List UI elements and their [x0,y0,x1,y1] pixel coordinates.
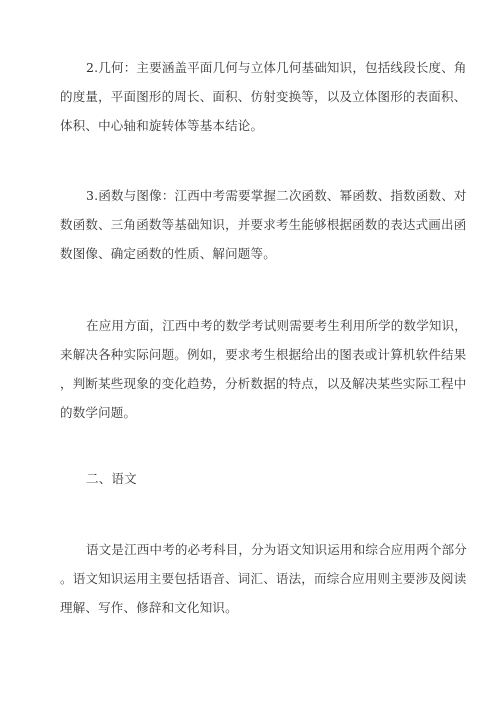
paragraph-application [60,311,468,427]
text-line: 体积、中心轴和旋转体等基本结论。 [60,118,264,133]
paragraph-chinese-subject [60,535,468,622]
text-line: 的数学问题。 [60,405,137,420]
section-heading-chinese [60,464,440,493]
text-line: 数图像、确定函数的性质、解问题等。 [60,246,276,261]
text-line: 来解决各种实际问题。例如，要求考生根据给出的图表或计算机软件结果 [60,347,467,362]
text-line: 数函数、三角函数等基础知识，并要求考生能够根据函数的表达式画出函 [60,217,467,232]
text-line: 理解、写作、修辞和文化知识。 [60,600,238,615]
text-line: ，判断某些现象的变化趋势，分析数据的特点，以及解决某些实际工程中 [60,376,467,391]
text-line: 2.几何：主要涵盖平面几何与立体几何基础知识，包括线段长度、角 [86,60,467,75]
paragraph-functions [60,181,467,268]
heading-text: 二、语文 [86,471,137,486]
text-line: 的度量，平面图形的周长、面积、仿射变换等，以及立体图形的表面积、 [60,89,467,104]
text-line: 语文是江西中考的必考科目，分为语文知识运用和综合应用两个部分 [86,542,468,557]
text-line: 。语文知识运用主要包括语音、词汇、语法，而综合应用则主要涉及阅读 [60,571,467,586]
paragraph-geometry [60,53,467,140]
text-line: 3.函数与图像：江西中考需要掌握二次函数、幂函数、指数函数、对 [86,188,467,203]
text-line: 在应用方面，江西中考的数学考试则需要考生利用所学的数学知识， [86,318,468,333]
